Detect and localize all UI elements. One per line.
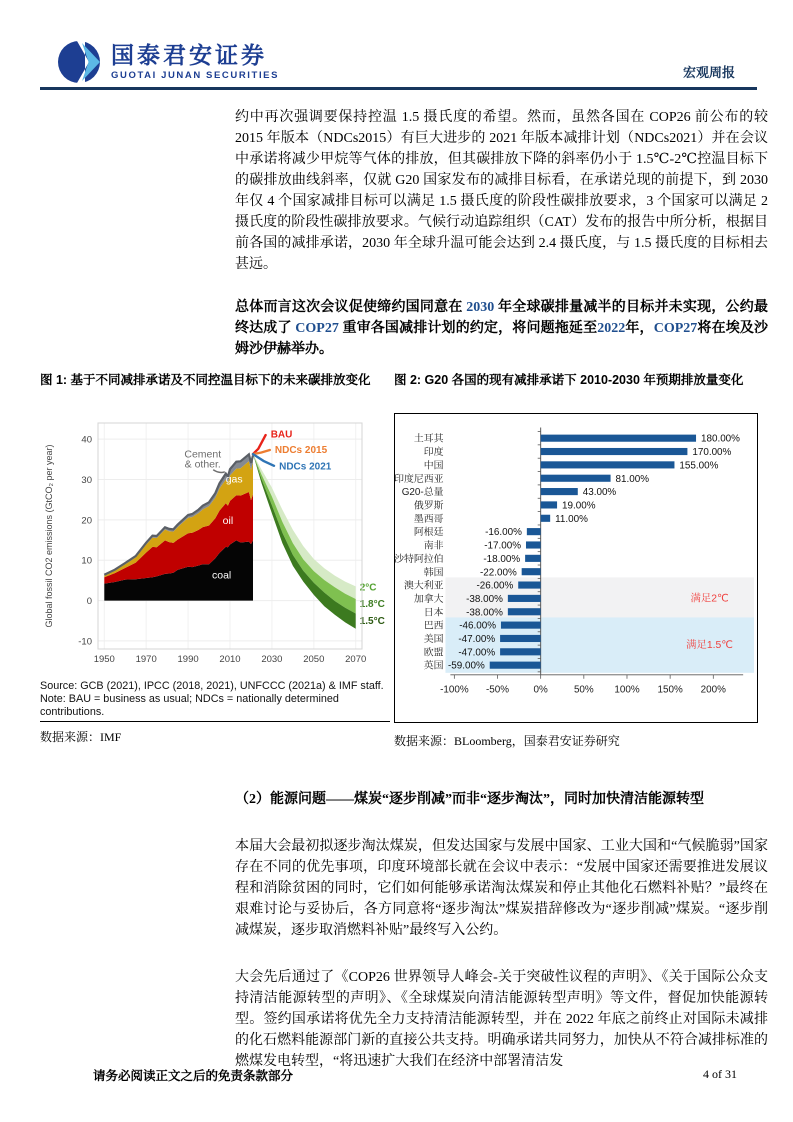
logo-mark-icon — [57, 40, 101, 84]
svg-text:-38.00%: -38.00% — [466, 607, 503, 619]
svg-text:满足2℃: 满足2℃ — [690, 593, 729, 605]
paragraph-energy-transition: 大会先后通过了《COP26 世界领导人峰会-关于突破性议程的声明》、《关于国际公众支持清洁能源转型的声明》、《全球煤炭向清洁能源转型声明》等文件，督促加快能源转型。签约国承诺将优先全力支持清洁能源转型，并在 2022 年底之前终止对国际未减排的化石燃料能源部门新的直接公共支持。明确承诺共同努力，加快从不符合减排标准的燃煤发电转型，“将迅速扩大我们在经济中部署清洁发 — [235, 970, 768, 1069]
svg-text:日本: 日本 — [423, 607, 444, 619]
svg-text:1950: 1950 — [93, 654, 115, 665]
footer-disclaimer: 请务必阅读正文之后的免责条款部分 — [93, 1069, 294, 1083]
figure1-source-note — [40, 680, 388, 718]
svg-text:81.00%: 81.00% — [615, 473, 650, 485]
svg-text:巴西: 巴西 — [423, 620, 444, 632]
svg-text:& other.: & other. — [184, 458, 221, 471]
svg-text:200%: 200% — [700, 684, 726, 696]
svg-text:-38.00%: -38.00% — [466, 593, 503, 605]
svg-text:印度尼西亚: 印度尼西亚 — [395, 473, 444, 485]
figure1-datasource: 数据来源：IMF — [40, 721, 390, 745]
figure1-block — [40, 371, 390, 749]
svg-text:俄罗斯: 俄罗斯 — [413, 500, 444, 512]
svg-text:11.00%: 11.00% — [555, 513, 588, 525]
brand-text — [111, 41, 280, 81]
svg-text:-10: -10 — [78, 636, 92, 648]
svg-text:19.00%: 19.00% — [562, 500, 596, 512]
figure2-title: 图 2: G20 各国的现有减排承诺下 2010-2030 年预期排放量变化 — [394, 373, 744, 387]
svg-text:20: 20 — [81, 515, 92, 527]
svg-text:墨西哥: 墨西哥 — [413, 513, 444, 525]
text-segment: 年全球碳排量减半的目标并未实现，公约最终达成了 — [235, 300, 769, 336]
source-note-text: Source: GCB (2021), IPCC (2018, 2021), UNFCCC (2021a) & IMF staff. — [40, 680, 384, 692]
svg-text:100%: 100% — [614, 684, 640, 696]
figure1-chart — [40, 411, 385, 673]
svg-text:2030: 2030 — [261, 654, 283, 665]
brand-name-cn: 国泰君安证券 — [111, 41, 267, 68]
svg-text:NDCs 2021: NDCs 2021 — [279, 461, 332, 473]
svg-text:150%: 150% — [657, 684, 683, 696]
svg-text:0: 0 — [86, 596, 92, 608]
figure2-datasource: 数据来源：BLoomberg，国泰君安证券研究 — [394, 734, 620, 748]
svg-text:170.00%: 170.00% — [692, 447, 732, 459]
svg-text:G20-总量: G20-总量 — [401, 487, 444, 499]
svg-text:coal: coal — [211, 569, 232, 582]
svg-text:-50%: -50% — [485, 684, 510, 696]
svg-text:-46.00%: -46.00% — [459, 620, 497, 632]
brand-name-en: GUOTAI JUNAN SECURITIES — [111, 69, 280, 81]
footer-page-number: 4 of 31 — [703, 1067, 737, 1081]
text-segment-highlight: COP27 — [653, 321, 698, 336]
svg-text:1990: 1990 — [177, 654, 199, 665]
figure2-chart — [395, 414, 757, 720]
svg-text:10: 10 — [81, 555, 92, 567]
svg-text:NDCs 2015: NDCs 2015 — [274, 445, 328, 457]
svg-text:40: 40 — [81, 434, 92, 446]
paragraph-summary-bold — [235, 297, 768, 360]
svg-text:-47.00%: -47.00% — [458, 634, 496, 646]
figure2-frame — [394, 413, 758, 723]
svg-text:-22.00%: -22.00% — [479, 567, 517, 579]
report-type-label: 宏观周报 — [682, 65, 735, 80]
paragraph-coal-phasedown: 本届大会最初拟逐步淘汰煤炭，但发达国家与发展中国家、工业大国和“气候脆弱”国家存在不同的优先事项，印度环境部长就在会议中表示：“发展中国家还需要推进发展议程和消除贫困的同时，它们如何能够承诺淘汰煤炭和停止其他化石燃料补贴？”最终在艰难讨论与妥协后，各方同意将“逐步淘汰”煤炭措辞修改为“逐步削减”煤炭。“逐步削减煤炭，逐步取消燃料补贴”最终写入公约。 — [235, 839, 768, 938]
text-segment: 将在埃及沙姆沙伊赫举办。 — [235, 321, 769, 357]
svg-text:-100%: -100% — [440, 684, 469, 696]
svg-text:2070: 2070 — [345, 654, 367, 665]
svg-text:2050: 2050 — [303, 654, 325, 665]
text-segment: 年， — [625, 321, 654, 336]
text-segment-highlight: 2022 — [597, 321, 626, 336]
svg-text:-17.00%: -17.00% — [484, 540, 522, 552]
svg-text:43.00%: 43.00% — [582, 487, 617, 499]
svg-text:-18.00%: -18.00% — [483, 553, 521, 565]
company-logo — [57, 40, 279, 84]
svg-text:155.00%: 155.00% — [679, 460, 719, 472]
paragraph-cop26-analysis: 约中再次强调要保持控温 1.5 摄氏度的希望。然而，虽然各国在 COP26 前公布的较 2015 年版本（NDCs2015）有巨大进步的 2021 年版本减排计划（NDCs2021）并在会议中承诺将减少甲烷等气体的排放，但其碳排放下降的斜率仍小于 1.5℃-2℃控温目标下的碳排放曲线斜率，仅就 G20 国家发布的减排目标看，在承诺兑现的前提下，到 2030 年仅 4 个国家减排目标可以满足 1.5 摄氏度的阶段性碳排放要求，3 个国家可以满足 2 摄氏度的阶段性碳排放要求。气候行动追踪组织（CAT）发布的报告中所分析，根据目前各国的减排承诺，2030 年全球升温可能会达到 2.4 摄氏度，与 1.5 摄氏度的目标相去甚远。 — [235, 110, 768, 272]
svg-text:180.00%: 180.00% — [700, 433, 740, 445]
svg-text:满足1.5℃: 满足1.5℃ — [686, 640, 733, 652]
svg-text:韩国: 韩国 — [423, 567, 444, 579]
figure1-title: 图 1: 基于不同减排承诺及不同控温目标下的未来碳排放变化 — [40, 373, 371, 387]
svg-text:英国: 英国 — [423, 660, 444, 672]
svg-text:Cement: Cement — [184, 448, 222, 461]
svg-text:澳大利亚: 澳大利亚 — [403, 580, 444, 592]
svg-text:Global fossil CO2 emissions (G: Global fossil CO2 emissions (GtCO₂ per year) — [44, 444, 54, 628]
svg-text:印度: 印度 — [423, 447, 444, 459]
svg-text:1.5°C: 1.5°C — [359, 615, 385, 627]
svg-text:1.8°C: 1.8°C — [359, 599, 385, 611]
svg-text:美国: 美国 — [423, 634, 444, 646]
svg-text:沙特阿拉伯: 沙特阿拉伯 — [395, 553, 444, 565]
svg-text:2°C: 2°C — [359, 582, 377, 594]
svg-text:阿根廷: 阿根廷 — [413, 527, 444, 539]
svg-text:-26.00%: -26.00% — [476, 580, 514, 592]
svg-text:欧盟: 欧盟 — [423, 647, 444, 659]
svg-text:-16.00%: -16.00% — [485, 527, 522, 539]
figures-row — [40, 371, 758, 749]
svg-text:土耳其: 土耳其 — [413, 433, 444, 445]
figure2-block — [394, 371, 758, 749]
svg-text:BAU: BAU — [270, 429, 293, 441]
svg-text:50%: 50% — [573, 684, 594, 696]
header-divider — [40, 87, 757, 90]
svg-text:30: 30 — [81, 475, 92, 486]
svg-text:1970: 1970 — [135, 654, 157, 665]
svg-text:gas: gas — [225, 473, 243, 486]
svg-text:-47.00%: -47.00% — [458, 647, 496, 659]
text-segment-highlight: COP27 — [295, 321, 339, 336]
svg-text:加拿大: 加拿大 — [413, 593, 444, 605]
svg-text:南非: 南非 — [423, 540, 444, 552]
svg-text:-59.00%: -59.00% — [448, 660, 485, 672]
svg-text:中国: 中国 — [423, 460, 444, 472]
text-segment: 重审各国减排计划的约定，将问题拖延至 — [338, 321, 598, 336]
section2-heading: （2）能源问题——煤炭“逐步削减”而非“逐步淘汰”，同时加快清洁能源转型 — [235, 792, 704, 807]
note-text: Note: BAU = business as usual; NDCs = nationally determined contributions. — [40, 692, 339, 718]
svg-text:2010: 2010 — [219, 654, 241, 665]
text-segment: 总体而言这次会议促使缔约国同意在 — [235, 300, 467, 315]
text-segment-highlight: 2030 — [466, 300, 495, 315]
svg-text:0%: 0% — [533, 684, 548, 696]
svg-text:oil: oil — [222, 514, 234, 527]
